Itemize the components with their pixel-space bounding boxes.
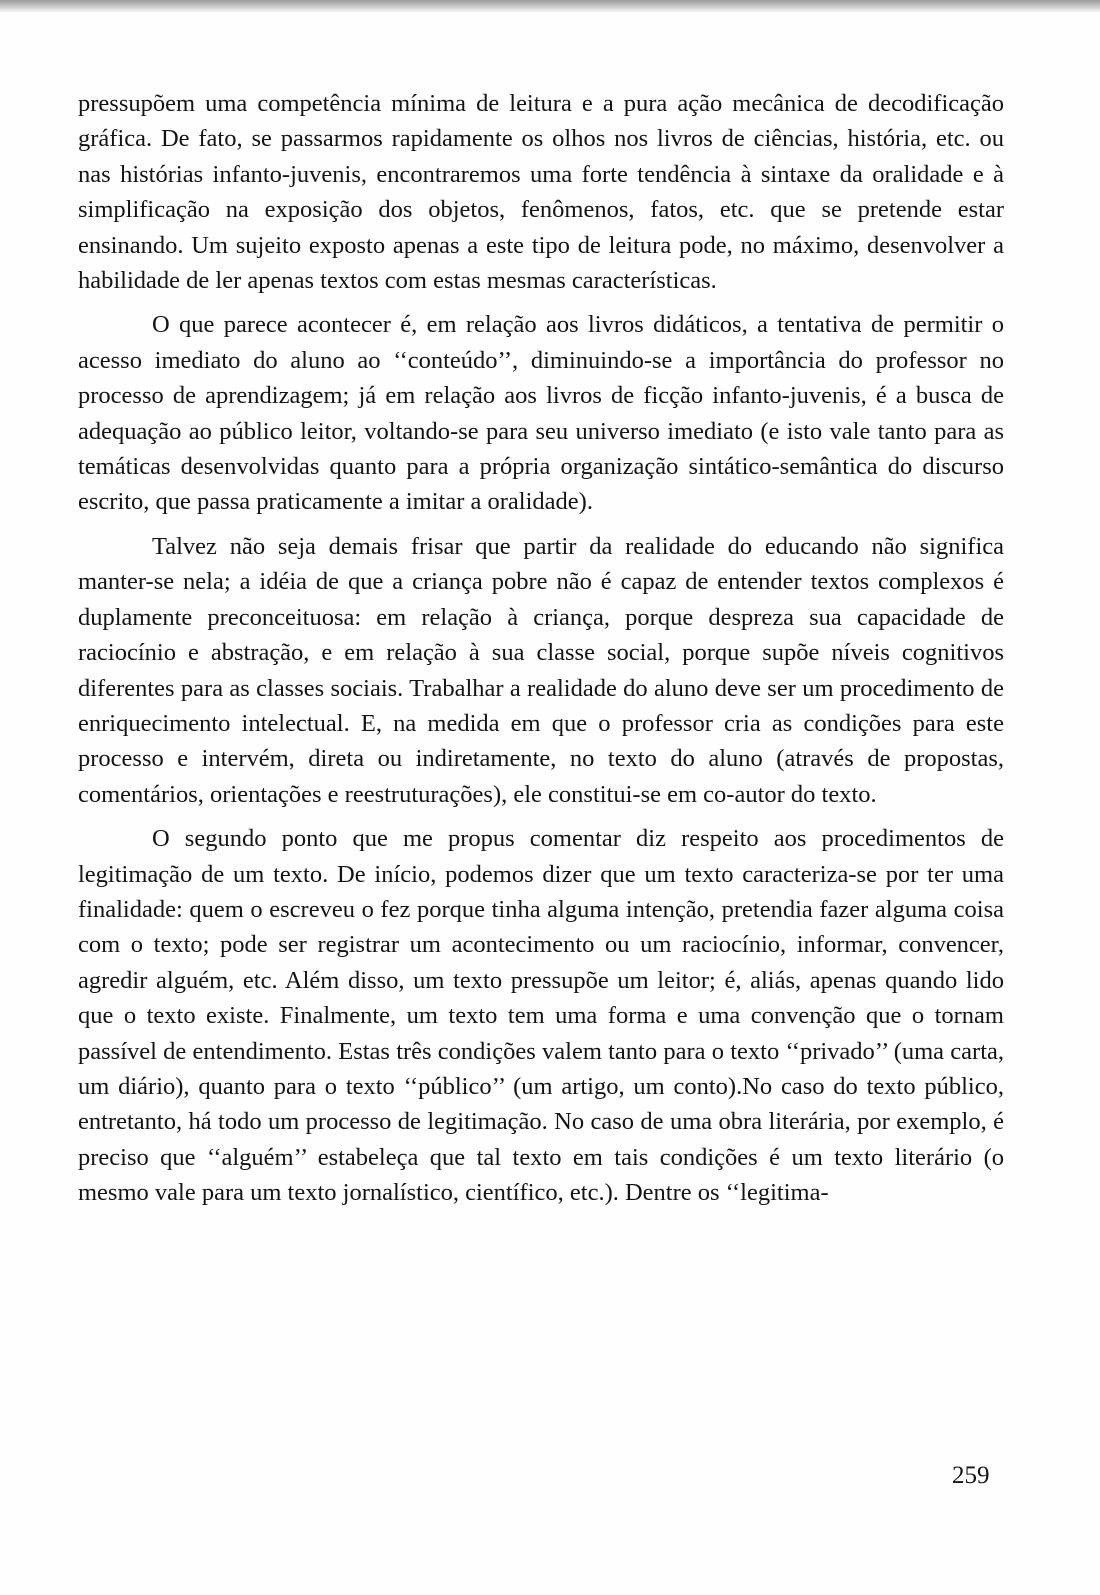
paragraph-1: pressupõem uma competência mínima de leitura e a pura ação mecânica de decodificação gráfica. De fato, se passarmos rapidamente os olhos nos livros de ciências, história, etc. ou nas histórias infanto-juvenis, encontraremos uma forte tendência à sintaxe da oralidade e à simplificação na exposição dos objetos, fenômenos, fatos, etc. que se pretende estar ensinando. Um sujeito exposto apenas a este tipo de leitura pode, no máximo, desenvolver a habilidade de ler apenas textos com estas mesmas características. [78,90,1004,295]
scan-top-edge [0,0,1100,12]
paragraph-2: O que parece acontecer é, em relação aos livros didáticos, a tentativa de permitir o acesso imediato do aluno ao ‘‘conteúdo’’, diminuindo-se a importância do professor no processo de aprendizagem; já em relação aos livros de ficção infanto-juvenis, é a busca de adequação ao público leitor, voltando-se para seu universo imediato (e isto vale tanto para as temáticas desenvolvidas quanto para a própria organização sintático-semântica do discurso escrito, que passa praticamente a imitar a oralidade). [78,311,1004,516]
body-text [78,86,1004,1211]
paragraph-4: O segundo ponto que me propus comentar diz respeito aos procedimentos de legitimação de um texto. De início, podemos dizer que um texto caracteriza-se por ter uma finalidade: quem o escreveu o fez porque tinha alguma intenção, pretendia fazer alguma coisa com o texto; pode ser registrar um acontecimento ou um raciocínio, informar, convencer, agredir alguém, etc. Além disso, um texto pressupõe um leitor; é, aliás, apenas quando lido que o texto existe. Finalmente, um texto tem uma forma e uma convenção que o tornam passível de entendimento. Estas três condições valem tanto para o texto ‘‘privado’’ (uma carta, um diário), quanto para o texto ‘‘público’’ (um artigo, um conto).No caso do texto público, entretanto, há todo um processo de legitimação. No caso de uma obra literária, por exemplo, é preciso que ‘‘alguém’’ estabeleça que tal texto em tais condições é um texto literário (o mesmo vale para um texto jornalístico, científico, etc.). Dentre os ‘‘legitima- [78,825,1004,1207]
paragraph-3: Talvez não seja demais frisar que partir da realidade do educando não significa manter-se nela; a idéia de que a criança pobre não é capaz de entender textos complexos é duplamente preconceituosa: em relação à criança, porque despreza sua capacidade de raciocínio e abstração, e em relação à sua classe social, porque supõe níveis cognitivos diferentes para as classes sociais. Trabalhar a realidade do aluno deve ser um procedimento de enriquecimento intelectual. E, na medida em que o professor cria as condições para este processo e intervém, direta ou indiretamente, no texto do aluno (através de propostas, comentários, orientações e reestruturações), ele constitui-se em co-autor do texto. [78,532,1004,808]
page-number: 259 [952,1462,990,1489]
